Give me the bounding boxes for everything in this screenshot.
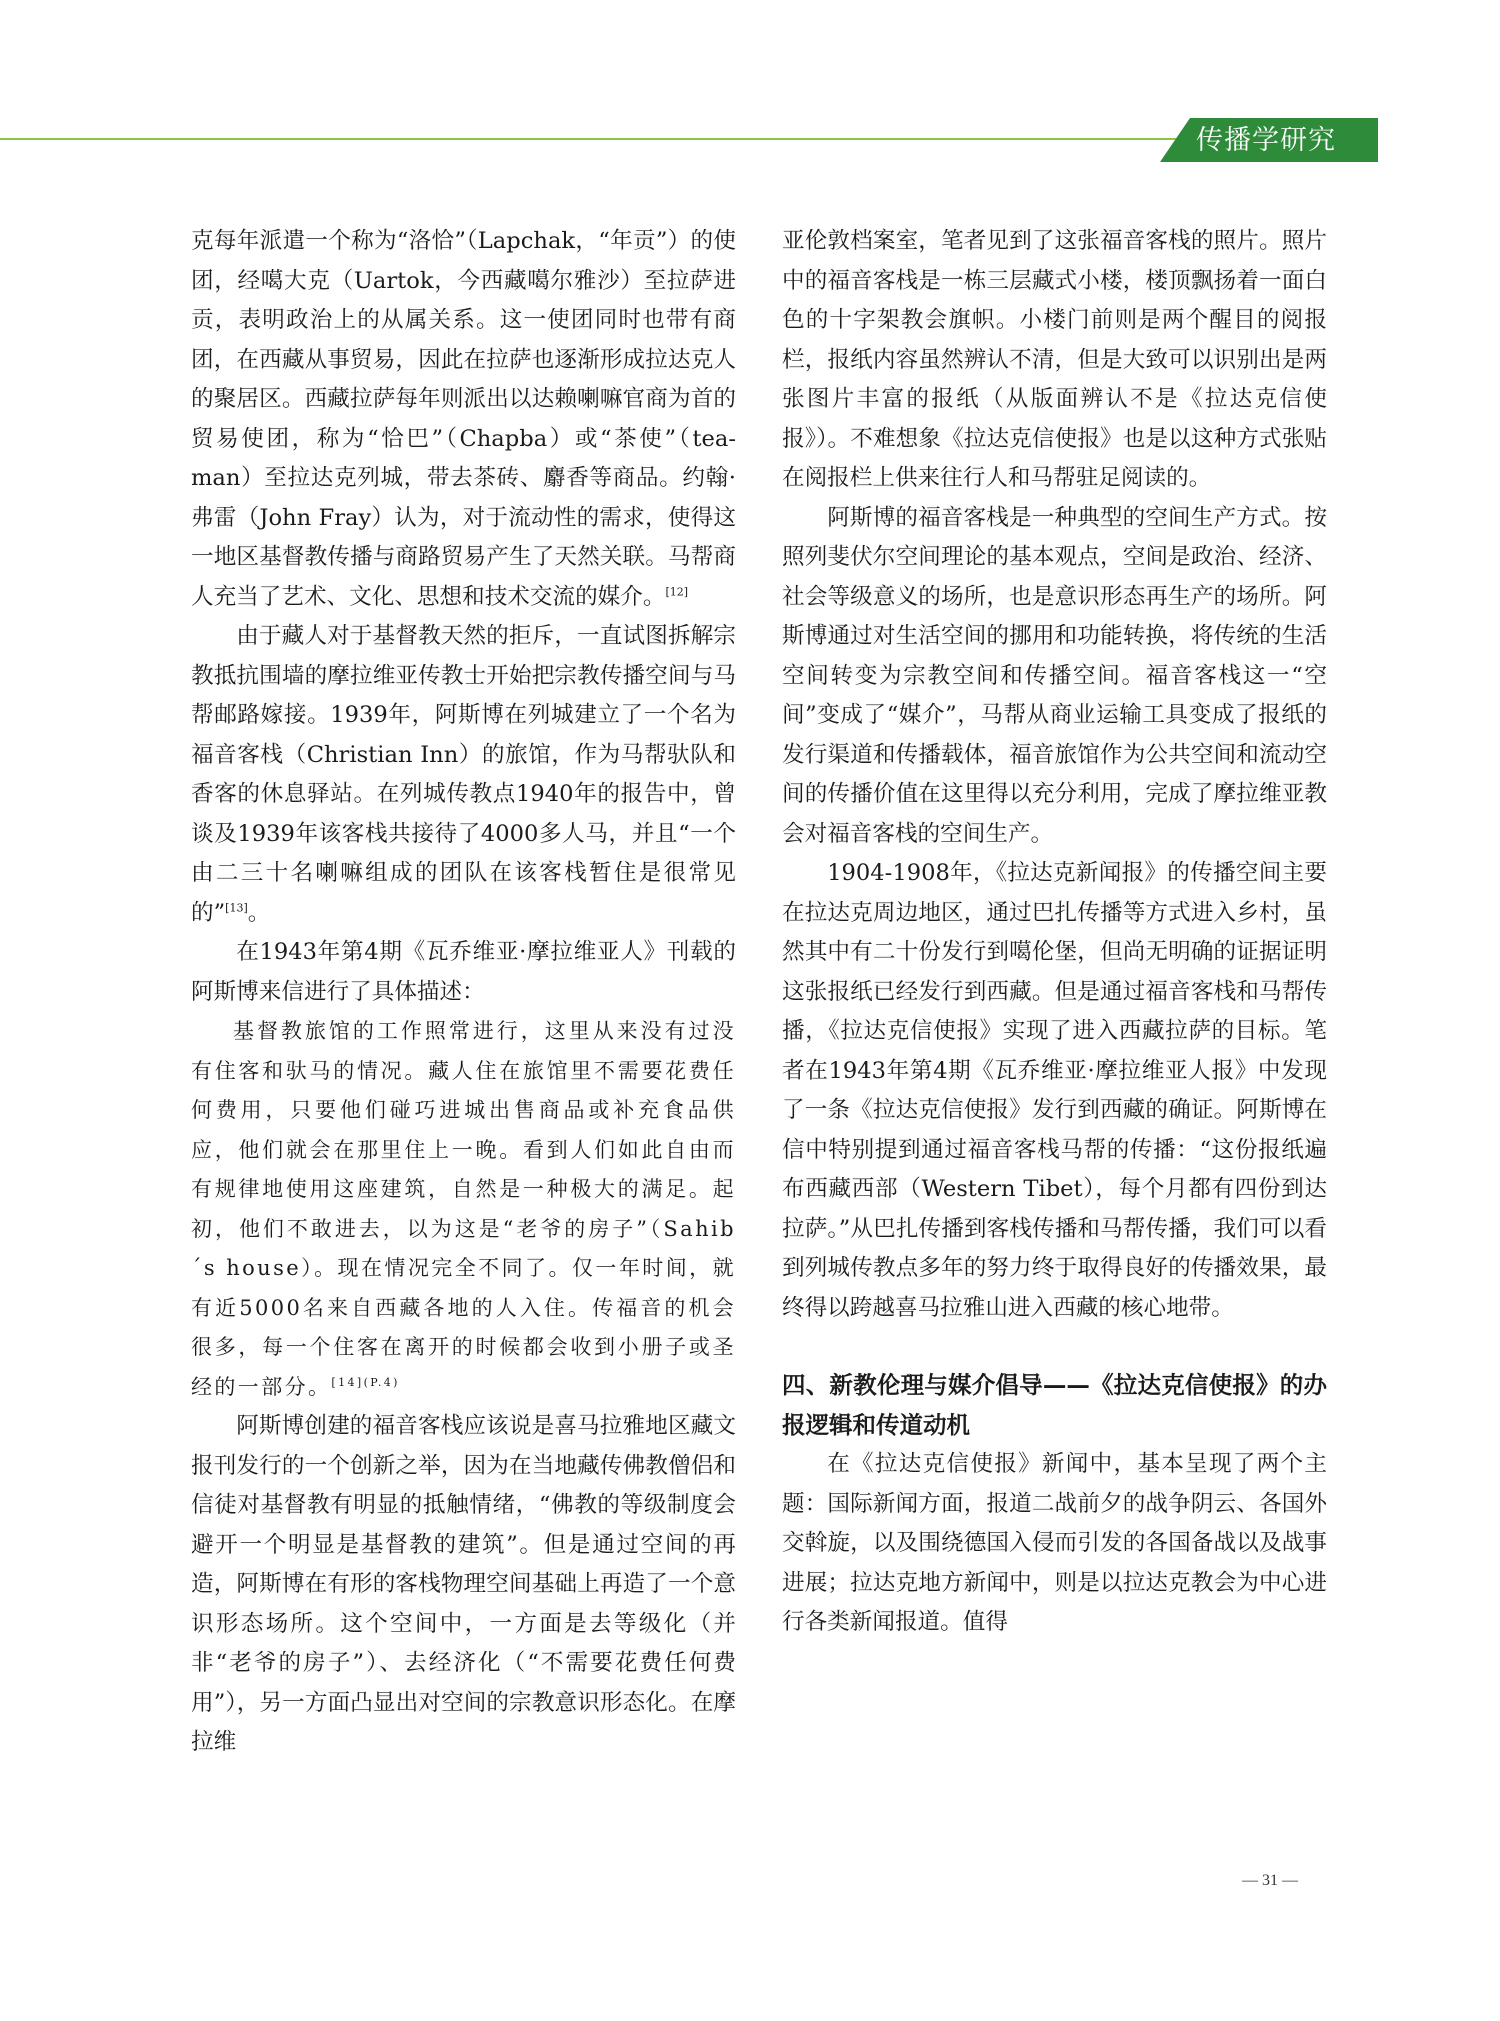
paragraph: [191, 617, 736, 933]
page-number: — 31 —: [1242, 1872, 1298, 1889]
paragraph: 在1943年第4期《瓦乔维亚·摩拉维亚人》刊载的阿斯博来信进行了具体描述：: [191, 939, 736, 1005]
paragraph-text: 。: [247, 899, 271, 926]
citation-ref: [14](P.4): [331, 1375, 400, 1389]
block-quote: [191, 1012, 736, 1407]
paragraph: 在《拉达克信使报》新闻中，基本呈现了两个主题：国际新闻方面，报道二战前夕的战争阴云、各国外交斡旋，以及围绕德国入侵而引发的各国备战以及战事进展；拉达克地方新闻中，则是以拉达克教会为中心进行各类新闻报道。值得: [782, 1451, 1327, 1635]
paragraph: 亚伦敦档案室，笔者见到了这张福音客栈的照片。照片中的福音客栈是一栋三层藏式小楼，楼顶飘扬着一面白色的十字架教会旗帜。小楼门前则是两个醒目的阅报栏，报纸内容虽然辨认不清，但是大致可以识别出是两张图片丰富的报纸（从版面辨认不是《拉达克信使报》）。不难想象《拉达克信使报》也是以这种方式张贴在阅报栏上供来往行人和马帮驻足阅读的。: [782, 228, 1327, 491]
paragraph: 阿斯博创建的福音客栈应该说是喜马拉雅地区藏文报刊发行的一个创新之举，因为在当地藏传佛教僧侣和信徒对基督教有明显的抵触情绪，“佛教的等级制度会避开一个明显是基督教的建筑”。但是通过空间的再造，阿斯博在有形的客栈物理空间基础上再造了一个意识形态场所。这个空间中，一方面是去等级化（并非“老爷的房子”）、去经济化（“不需要花费任何费用”），另一方面凸显出对空间的宗教意识形态化。在摩拉维: [191, 1413, 736, 1755]
quote-text: 基督教旅馆的工作照常进行，这里从来没有过没有住客和驮马的情况。藏人住在旅馆里不需要花费任何费用，只要他们碰巧进城出售商品或补充食品供应，他们就会在那里住上一晚。看到人们如此自由而有规律地使用这座建筑，自然是一种极大的满足。起初，他们不敢进去，以为这是“老爷的房子”（Sahib´s house）。现在情况完全不同了。仅一年时间，就有近5000名来自西藏各地的人入住。传福音的机会很多，每一个住客在离开的时候都会收到小册子或圣经的一部分。: [191, 1019, 736, 1399]
paragraph-text: 克每年派遣一个称为“洛恰”（Lapchak，“年贡”）的使团，经噶大克（Uartok，今西藏噶尔雅沙）至拉萨进贡，表明政治上的从属关系。这一使团同时也带有商团，在西藏从事贸易，因此在拉萨也逐渐形成拉达克人的聚居区。西藏拉萨每年则派出以达赖喇嘛官商为首的贸易使团，称为“恰巴”（Chapba）或“茶使”（tea-man）至拉达克列城，带去茶砖、麝香等商品。约翰·弗雷（John Fray）认为，对于流动性的需求，使得这一地区基督教传播与商路贸易产生了天然关联。马帮商人充当了艺术、文化、思想和技术交流的媒介。: [191, 228, 736, 610]
citation-ref: [13]: [225, 900, 248, 914]
left-column: [191, 222, 736, 1763]
paragraph: [191, 222, 736, 617]
paragraph: 阿斯博的福音客栈是一种典型的空间生产方式。按照列斐伏尔空间理论的基本观点，空间是政治、经济、社会等级意义的场所，也是意识形态再生产的场所。阿斯博通过对生活空间的挪用和功能转换，将传统的生活空间转变为宗教空间和传播空间。福音客栈这一“空间”变成了“媒介”，马帮从商业运输工具变成了报纸的发行渠道和传播载体，福音旅馆作为公共空间和流动空间的传播价值在这里得以充分利用，完成了摩拉维亚教会对福音客栈的空间生产。: [782, 504, 1327, 847]
section-heading: 四、新教伦理与媒介倡导——《拉达克信使报》的办报逻辑和传道动机: [782, 1371, 1327, 1439]
right-column: [782, 222, 1327, 1643]
paragraph-text: 由于藏人对于基督教天然的拒斥，一直试图拆解宗教抵抗围墙的摩拉维亚传教士开始把宗教传播空间与马帮邮路嫁接。1939年，阿斯博在列城建立了一个名为福音客栈（Christian Inn）的旅馆，作为马帮驮队和香客的休息驿站。在列城传教点1940年的报告中，曾谈及1939年该客栈共接待了4000多人马，并且“一个由二三十名喇嘛组成的团队在该客栈暂住是很常见的”: [191, 623, 736, 926]
header-rule: [0, 138, 1190, 140]
section-title: 传播学研究: [1196, 125, 1336, 156]
paragraph: 1904-1908年，《拉达克新闻报》的传播空间主要在拉达克周边地区，通过巴扎传播等方式进入乡村，虽然其中有二十份发行到噶伦堡，但尚无明确的证据证明这张报纸已经发行到西藏。但是通过福音客栈和马帮传播，《拉达克信使报》实现了进入西藏拉萨的目标。笔者在1943年第4期《瓦乔维亚·摩拉维亚人报》中发现了一条《拉达克信使报》发行到西藏的确证。阿斯博在信中特别提到通过福音客栈马帮的传播：“这份报纸遍布西藏西部（Western Tibet），每个月都有四份到达拉萨。”从巴扎传播到客栈传播和马帮传播，我们可以看到列城传教点多年的努力终于取得良好的传播效果，最终得以跨越喜马拉雅山进入西藏的核心地带。: [782, 860, 1327, 1321]
citation-ref: [12]: [665, 584, 689, 598]
